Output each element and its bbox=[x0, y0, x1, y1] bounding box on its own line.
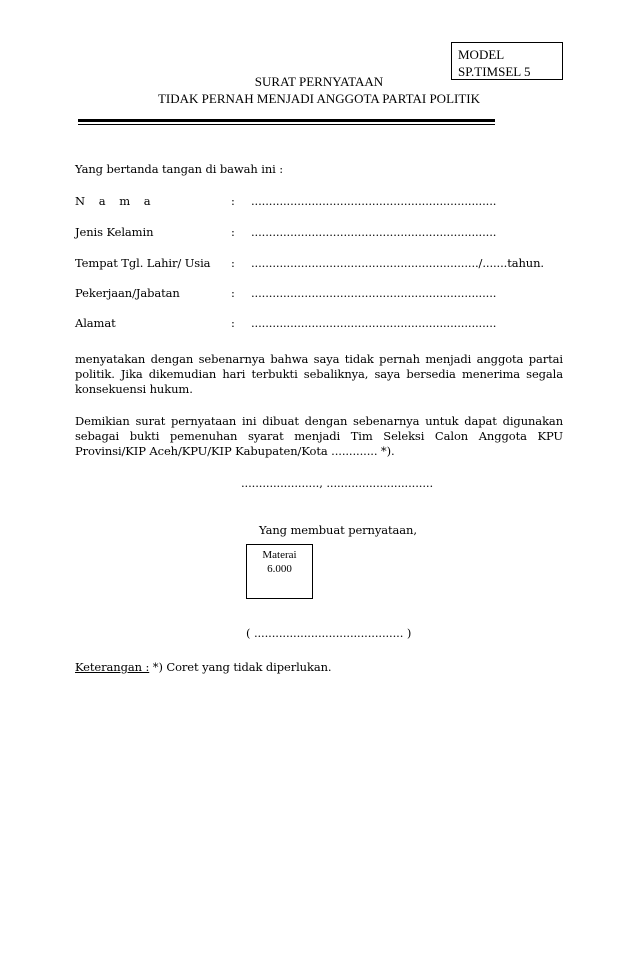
document-subtitle: TIDAK PERNAH MENJADI ANGGOTA PARTAI POLITIK bbox=[157, 91, 481, 106]
footnote bbox=[75, 660, 331, 674]
field-fill-line[interactable]: ..................................................................... bbox=[251, 286, 497, 300]
field-fill-line[interactable]: ..................................................................... bbox=[251, 225, 497, 239]
stamp-duty-box bbox=[246, 544, 313, 599]
field-label: Alamat bbox=[75, 316, 116, 330]
stamp-duty-label: Materai bbox=[262, 549, 297, 561]
intro-text: Yang bertanda tangan di bawah ini : bbox=[75, 162, 284, 176]
closing-paragraph: Demikian surat pernyataan ini dibuat dengan sebenarnya untuk dapat digunakan sebagai bukti pemenuhan syarat menjadi Tim Seleksi Calon Anggota KPU Provinsi/KIP Aceh/KPU/KIP Kabupaten/Kota ............. *). bbox=[75, 414, 563, 458]
field-fill-line[interactable]: ..................................................................... bbox=[251, 194, 497, 208]
field-fill-line[interactable]: ................................................................/.......tahun. bbox=[251, 256, 544, 270]
place-date-line[interactable]: ......................, .............................. bbox=[241, 476, 433, 490]
field-colon: : bbox=[231, 194, 235, 208]
field-colon: : bbox=[231, 256, 235, 270]
model-code: SP.TIMSEL 5 bbox=[458, 64, 531, 79]
stamp-duty-value: 6.000 bbox=[267, 563, 292, 575]
field-label: Jenis Kelamin bbox=[75, 225, 154, 239]
field-colon: : bbox=[231, 286, 235, 300]
field-colon: : bbox=[231, 316, 235, 330]
field-label: Pekerjaan/Jabatan bbox=[75, 286, 180, 300]
statement-paragraph: menyatakan dengan sebenarnya bahwa saya tidak pernah menjadi anggota partai politik. Jika dikemudian hari terbukti sebaliknya, saya bersedia menerima segala konsekuensi hukum. bbox=[75, 352, 563, 396]
field-colon: : bbox=[231, 225, 235, 239]
footnote-label: Keterangan : bbox=[75, 660, 150, 674]
title-rule-thin bbox=[78, 124, 495, 125]
title-rule-thick bbox=[78, 119, 495, 122]
document-title: SURAT PERNYATAAN bbox=[254, 74, 384, 89]
model-label: MODEL bbox=[458, 47, 505, 62]
field-fill-line[interactable]: ..................................................................... bbox=[251, 316, 497, 330]
footnote-text: *) Coret yang tidak diperlukan. bbox=[149, 660, 332, 674]
signature-name-line[interactable]: ( .......................................... ) bbox=[246, 626, 412, 640]
field-label: Tempat Tgl. Lahir/ Usia bbox=[75, 256, 211, 270]
field-label: N a m a bbox=[75, 194, 156, 208]
signer-label: Yang membuat pernyataan, bbox=[259, 523, 417, 537]
